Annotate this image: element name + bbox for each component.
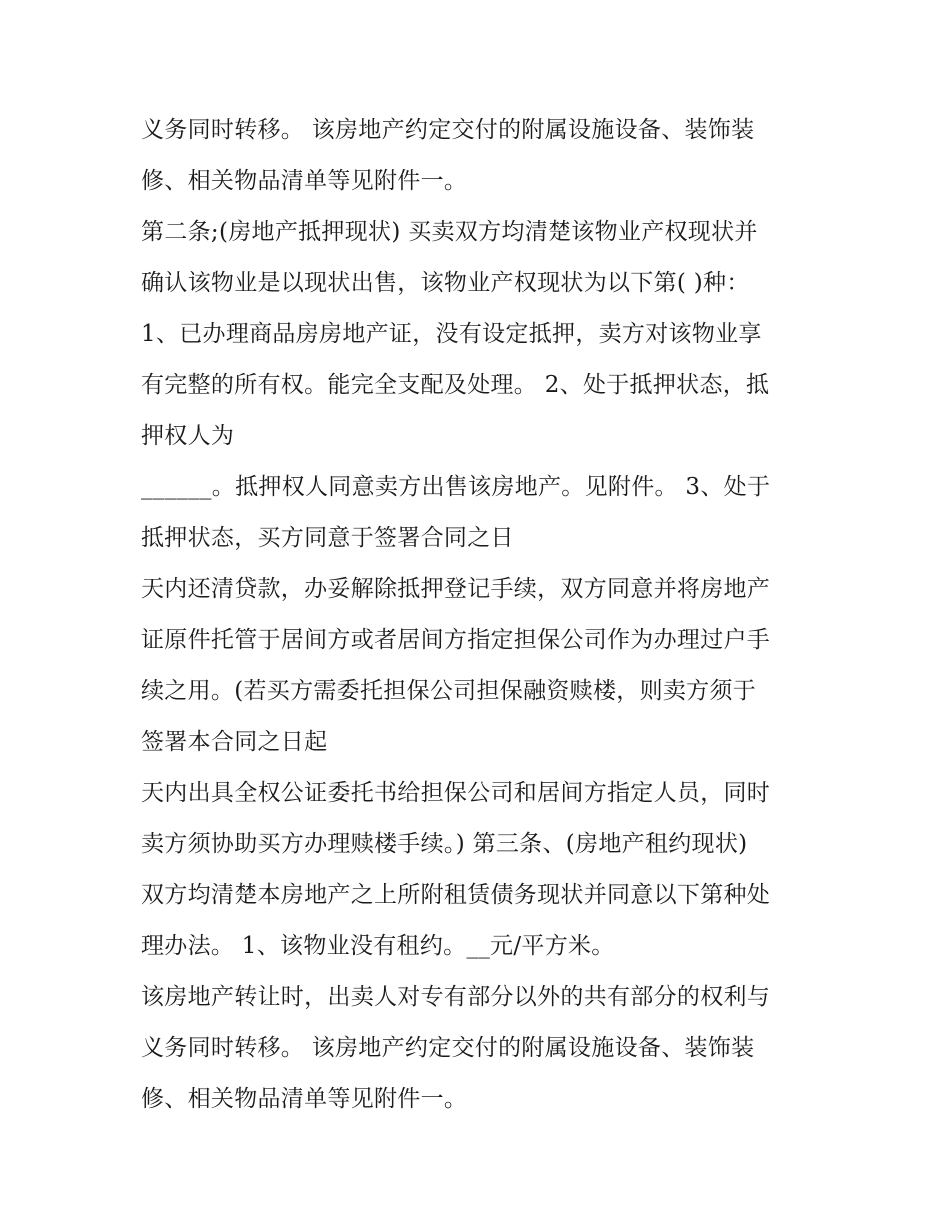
text-line: 证原件托管于居间方或者居间方指定担保公司作为办理过户手 [141,627,771,653]
text-line: 理办法。 1、该物业没有租约。__元/平方米。 [141,933,615,959]
text-line: 义务同时转移。 该房地产约定交付的附属设施设备、装饰装 [141,117,755,143]
text-line: 第二条;(房地产抵押现状) 买卖双方均清楚该物业产权现状并 [141,219,758,245]
text-line: 该房地产转让时，出卖人对专有部分以外的共有部分的权利与 [141,984,771,1010]
text-line: 天内出具全权公证委托书给担保公司和居间方指定人员，同时 [141,780,771,806]
text-line: 义务同时转移。 该房地产约定交付的附属设施设备、装饰装 [141,1035,755,1061]
text-line: 天内还清贷款，办妥解除抵押登记手续，双方同意并将房地产 [141,576,771,602]
text-line: 修、相关物品清单等见附件一。 [141,1086,468,1112]
text-line: 抵押状态，买方同意于签署合同之日 [141,525,514,551]
text-line: 双方均清楚本房地产之上所附租赁债务现状并同意以下第种处 [141,882,771,908]
document-body [141,108,821,1128]
text-line: 卖方须协助买方办理赎楼手续。) 第三条、(房地产租约现状) [141,831,748,857]
text-line: 修、相关物品清单等见附件一。 [141,168,468,194]
text-line: 签署本合同之日起 [141,729,328,755]
text-line: 1、已办理商品房房地产证，没有设定抵押，卖方对该物业享 [141,321,762,347]
text-line: 有完整的所有权。能完全支配及处理。 2、处于抵押状态，抵 [141,372,770,398]
text-line: 确认该物业是以现状出售，该物业产权现状为以下第( )种： [141,270,750,296]
text-line: 押权人为 [141,423,235,449]
text-line: 续之用。(若买方需委托担保公司担保融资赎楼，则卖方须于 [141,678,757,704]
text-line: ______。抵押权人同意卖方出售该房地产。见附件。 3、处于 [141,474,771,500]
